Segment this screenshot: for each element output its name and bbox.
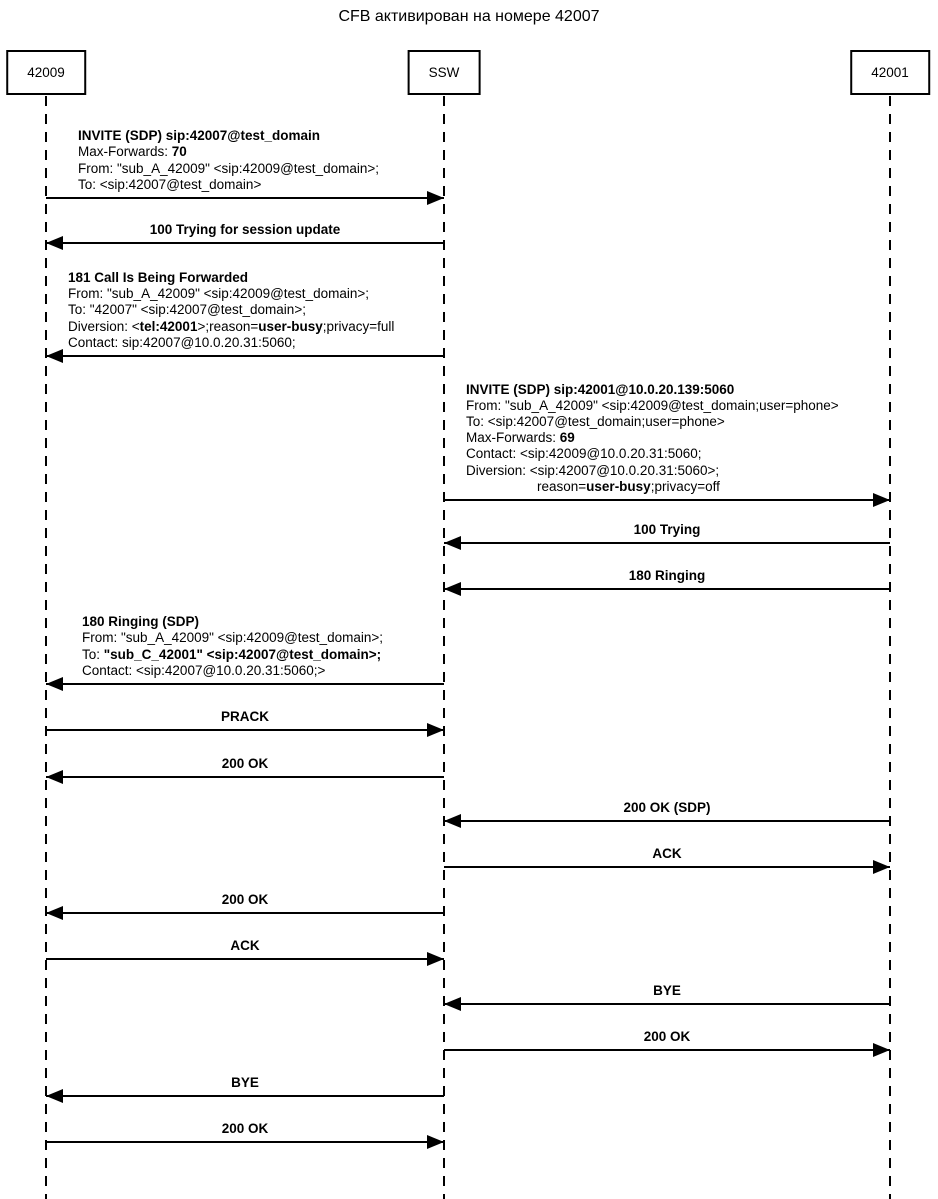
message-text-segment: reason= bbox=[537, 478, 587, 494]
message-line bbox=[68, 286, 394, 302]
message-line bbox=[46, 709, 444, 724]
message-line bbox=[68, 302, 394, 318]
message-text bbox=[46, 892, 444, 907]
arrowhead-icon bbox=[444, 814, 461, 828]
message-line bbox=[78, 128, 379, 144]
message-line bbox=[78, 177, 379, 193]
message-text bbox=[444, 800, 890, 815]
message-line bbox=[46, 892, 444, 907]
arrow-line bbox=[46, 729, 444, 731]
message-text-segment: 100 Trying for session update bbox=[149, 222, 341, 237]
message-line bbox=[444, 846, 890, 861]
message-text-segment: 200 OK bbox=[221, 1121, 269, 1136]
message-line bbox=[466, 463, 839, 479]
actor-box-42009 bbox=[6, 50, 86, 95]
message-line bbox=[82, 614, 383, 630]
message-text-segment: 70 bbox=[171, 144, 187, 160]
arrowhead-icon bbox=[427, 1135, 444, 1149]
message-text-segment: 200 OK bbox=[643, 1029, 691, 1044]
arrow-line bbox=[444, 1049, 890, 1051]
message-text bbox=[46, 222, 444, 237]
arrow-line bbox=[46, 683, 444, 685]
message-text bbox=[444, 983, 890, 998]
message-line bbox=[82, 663, 383, 679]
message-line bbox=[78, 144, 379, 160]
message-text-segment: >;reason= bbox=[197, 318, 259, 334]
message-text bbox=[46, 1121, 444, 1136]
arrowhead-icon bbox=[46, 236, 63, 250]
arrow-line bbox=[46, 1095, 444, 1097]
message-line bbox=[46, 1121, 444, 1136]
arrow-line bbox=[46, 912, 444, 914]
message-text-segment: From: "sub_A_42009" <sip:42009@test_domain;user=phone> bbox=[466, 397, 839, 413]
arrowhead-icon bbox=[444, 536, 461, 550]
message-text-segment: user-busy bbox=[586, 478, 651, 494]
message-text-segment: From: "sub_A_42009" <sip:42009@test_domain>; bbox=[82, 630, 383, 646]
message-line bbox=[444, 983, 890, 998]
message-line bbox=[444, 568, 890, 583]
message-text-segment: INVITE (SDP) sip:42001@10.0.20.139:5060 bbox=[466, 381, 735, 397]
message-line bbox=[466, 430, 839, 446]
arrow-line bbox=[444, 588, 890, 590]
message-text-segment: INVITE (SDP) sip:42007@test_domain bbox=[78, 128, 320, 144]
arrow-line bbox=[444, 820, 890, 822]
message-line bbox=[82, 630, 383, 646]
message-text-segment: 200 OK bbox=[221, 892, 269, 907]
message-line bbox=[466, 479, 839, 495]
message-text-segment: "sub_C_42001" <sip:42007@test_domain>; bbox=[103, 646, 382, 662]
message-text-segment: 180 Ringing bbox=[628, 568, 706, 583]
message-text-segment: Max-Forwards: bbox=[466, 430, 560, 446]
message-line bbox=[82, 647, 383, 663]
message-text-segment: 200 OK (SDP) bbox=[623, 800, 711, 815]
message-text-segment: Diversion: < bbox=[68, 318, 140, 334]
message-text-segment: ;privacy=off bbox=[650, 478, 720, 494]
arrowhead-icon bbox=[46, 677, 63, 691]
message-text bbox=[466, 382, 839, 495]
message-text-segment: 200 OK bbox=[221, 756, 269, 771]
arrowhead-icon bbox=[873, 860, 890, 874]
message-text-segment: ;privacy=full bbox=[322, 318, 395, 334]
message-text-segment: To: "42007" <sip:42007@test_domain>; bbox=[68, 302, 306, 318]
message-line bbox=[46, 222, 444, 237]
message-text bbox=[68, 270, 394, 351]
arrowhead-icon bbox=[427, 191, 444, 205]
message-line bbox=[466, 446, 839, 462]
arrowhead-icon bbox=[46, 770, 63, 784]
message-line bbox=[46, 938, 444, 953]
message-text-segment: 181 Call Is Being Forwarded bbox=[68, 269, 249, 285]
message-text-segment: To: bbox=[82, 646, 104, 662]
message-text bbox=[78, 128, 379, 193]
message-line bbox=[444, 522, 890, 537]
message-line bbox=[68, 319, 394, 335]
arrow-line bbox=[46, 197, 444, 199]
message-line bbox=[466, 398, 839, 414]
message-text-segment: Contact: <sip:42009@10.0.20.31:5060; bbox=[466, 446, 702, 462]
message-line bbox=[466, 382, 839, 398]
message-line bbox=[78, 161, 379, 177]
arrow-line bbox=[444, 542, 890, 544]
message-line bbox=[466, 414, 839, 430]
arrowhead-icon bbox=[444, 997, 461, 1011]
message-text-segment: ACK bbox=[652, 846, 682, 861]
actor-label: SSW bbox=[428, 65, 460, 80]
message-text-segment: BYE bbox=[231, 1075, 259, 1090]
message-text bbox=[444, 846, 890, 861]
message-line bbox=[46, 1075, 444, 1090]
arrow-line bbox=[444, 499, 890, 501]
message-text-segment: ACK bbox=[230, 938, 260, 953]
actor-label: 42009 bbox=[27, 65, 65, 80]
message-text-segment: BYE bbox=[653, 983, 681, 998]
arrowhead-icon bbox=[46, 1089, 63, 1103]
arrow-line bbox=[444, 1003, 890, 1005]
message-line bbox=[68, 270, 394, 286]
arrow-line bbox=[46, 355, 444, 357]
actor-label: 42001 bbox=[871, 65, 909, 80]
arrow-line bbox=[46, 1141, 444, 1143]
message-text bbox=[82, 614, 383, 679]
message-line bbox=[46, 756, 444, 771]
message-text bbox=[46, 709, 444, 724]
message-text-segment: 180 Ringing (SDP) bbox=[82, 614, 200, 630]
message-text-segment: From: "sub_A_42009" <sip:42009@test_domain>; bbox=[68, 286, 369, 302]
message-text bbox=[444, 522, 890, 537]
arrowhead-icon bbox=[46, 349, 63, 363]
arrow-line bbox=[444, 866, 890, 868]
message-text-segment: PRACK bbox=[220, 709, 269, 724]
arrow-line bbox=[46, 242, 444, 244]
actor-box-SSW bbox=[408, 50, 481, 95]
message-line bbox=[444, 1029, 890, 1044]
message-line bbox=[444, 800, 890, 815]
message-text bbox=[46, 1075, 444, 1090]
arrow-line bbox=[46, 776, 444, 778]
message-text-segment: 100 Trying bbox=[633, 522, 701, 537]
message-text-segment: user-busy bbox=[258, 318, 323, 334]
message-text bbox=[444, 1029, 890, 1044]
arrowhead-icon bbox=[873, 493, 890, 507]
message-text-segment: From: "sub_A_42009" <sip:42009@test_domain>; bbox=[78, 160, 379, 176]
message-text bbox=[46, 756, 444, 771]
message-text-segment: Max-Forwards: bbox=[78, 144, 172, 160]
message-text-segment: tel:42001 bbox=[139, 318, 198, 334]
message-text-segment: 69 bbox=[559, 430, 575, 446]
arrowhead-icon bbox=[427, 952, 444, 966]
message-text-segment: Diversion: <sip:42007@10.0.20.31:5060>; bbox=[466, 462, 720, 478]
message-text-segment: Contact: <sip:42007@10.0.20.31:5060;> bbox=[82, 662, 326, 678]
arrow-line bbox=[46, 958, 444, 960]
lifeline-42009 bbox=[45, 96, 47, 1199]
arrowhead-icon bbox=[444, 582, 461, 596]
message-text-segment: Contact: sip:42007@10.0.20.31:5060; bbox=[68, 334, 296, 350]
actor-box-42001 bbox=[850, 50, 930, 95]
message-text-segment: To: <sip:42007@test_domain;user=phone> bbox=[466, 413, 725, 429]
diagram-title: CFB активирован на номере 42007 bbox=[338, 8, 600, 25]
message-text-segment: To: <sip:42007@test_domain> bbox=[78, 176, 262, 192]
message-line bbox=[68, 335, 394, 351]
message-text bbox=[444, 568, 890, 583]
arrowhead-icon bbox=[873, 1043, 890, 1057]
arrowhead-icon bbox=[46, 906, 63, 920]
arrowhead-icon bbox=[427, 723, 444, 737]
message-text bbox=[46, 938, 444, 953]
